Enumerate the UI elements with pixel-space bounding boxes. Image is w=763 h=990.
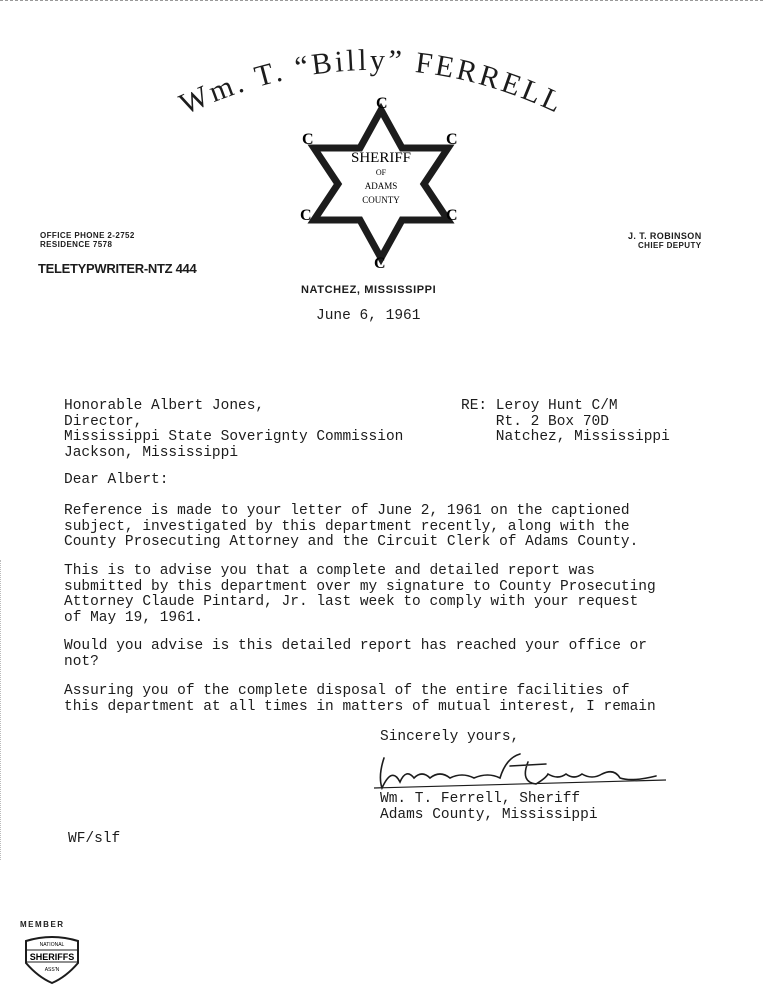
star-text-county: COUNTY [362,195,400,205]
body-paragraph-3 [64,639,647,670]
badge-main-text: SHERIFFS [29,952,75,962]
star-point-lower-left: C [300,207,312,224]
recipient-line: Director, [64,413,143,430]
page-top-edge [0,0,763,5]
star-point-top: C [376,95,388,112]
recipient-line: Honorable Albert Jones, [64,398,265,414]
body-paragraph-1 [64,504,638,551]
star-text-sheriff: SHERIFF [350,150,412,166]
recipient-line: Mississippi State Soverignty Commission [64,429,404,445]
star-point-upper-left: C [302,131,314,148]
paragraph-line: this department at all times in matters of mutual interest, I remain [64,698,656,715]
re-line: Rt. 2 Box 70D [461,413,609,430]
member-label: MEMBER [20,920,65,929]
letterhead-city: NATCHEZ, MISSISSIPPI [301,284,437,296]
paragraph-line: Assuring you of the complete disposal of the entire facilities of [64,683,630,699]
paragraph-line: Attorney Claude Pintard, Jr. last week to comply with your request [64,594,639,610]
star-point-upper-right: C [446,131,458,148]
body-paragraph-4 [64,684,656,715]
paragraph-line: not? [64,653,99,670]
paragraph-line: Would you advise is this detailed report has reached your office or [64,638,647,654]
signature-block [380,792,598,823]
letterhead-name-text: Wm. T. “Billy” FERRELL [174,43,570,122]
office-phone: OFFICE PHONE 2-2752 [40,231,135,240]
paragraph-line: subject, investigated by this department recently, along with the [64,518,630,535]
paragraph-line: Reference is made to your letter of June 2, 1961 on the captioned [64,503,630,519]
re-block [461,399,670,446]
badge-top-text: NATIONAL [39,942,65,948]
paragraph-line: This is to advise you that a complete and detailed report was [64,563,595,579]
salutation: Dear Albert: [64,472,169,488]
body-paragraph-2 [64,564,656,626]
sheriff-star-emblem [296,92,466,272]
letter-date: June 6, 1961 [316,308,421,324]
paragraph-line: submitted by this department over my signature to County Prosecuting [64,578,656,595]
star-text-of: OF [375,168,387,177]
national-sheriffs-badge [20,933,84,985]
teletype-number: TELETYPWRITER-NTZ 444 [38,261,197,276]
star-text-adams: ADAMS [364,181,398,191]
residence-phone: RESIDENCE 7578 [40,240,113,249]
signer-name: Wm. T. Ferrell, Sheriff [380,791,581,807]
signer-county: Adams County, Mississippi [380,806,598,823]
chief-deputy-name: J. T. ROBINSON [628,231,702,241]
paragraph-line: of May 19, 1961. [64,609,204,626]
chief-deputy-title: CHIEF DEPUTY [638,241,702,250]
recipient-address [64,399,403,461]
handwritten-signature [370,748,670,796]
star-point-lower-right: C [446,207,458,224]
closing: Sincerely yours, [380,729,520,745]
recipient-line: Jackson, Mississippi [64,444,239,461]
re-line: RE: Leroy Hunt C/M [461,398,618,414]
badge-bottom-text: ASS'N [44,967,60,973]
re-line: Natchez, Mississippi [461,429,670,445]
typist-initials: WF/slf [68,831,121,847]
star-point-bottom: C [374,255,386,272]
page-left-edge [0,560,4,860]
paragraph-line: County Prosecuting Attorney and the Circuit Clerk of Adams County. [64,534,639,550]
